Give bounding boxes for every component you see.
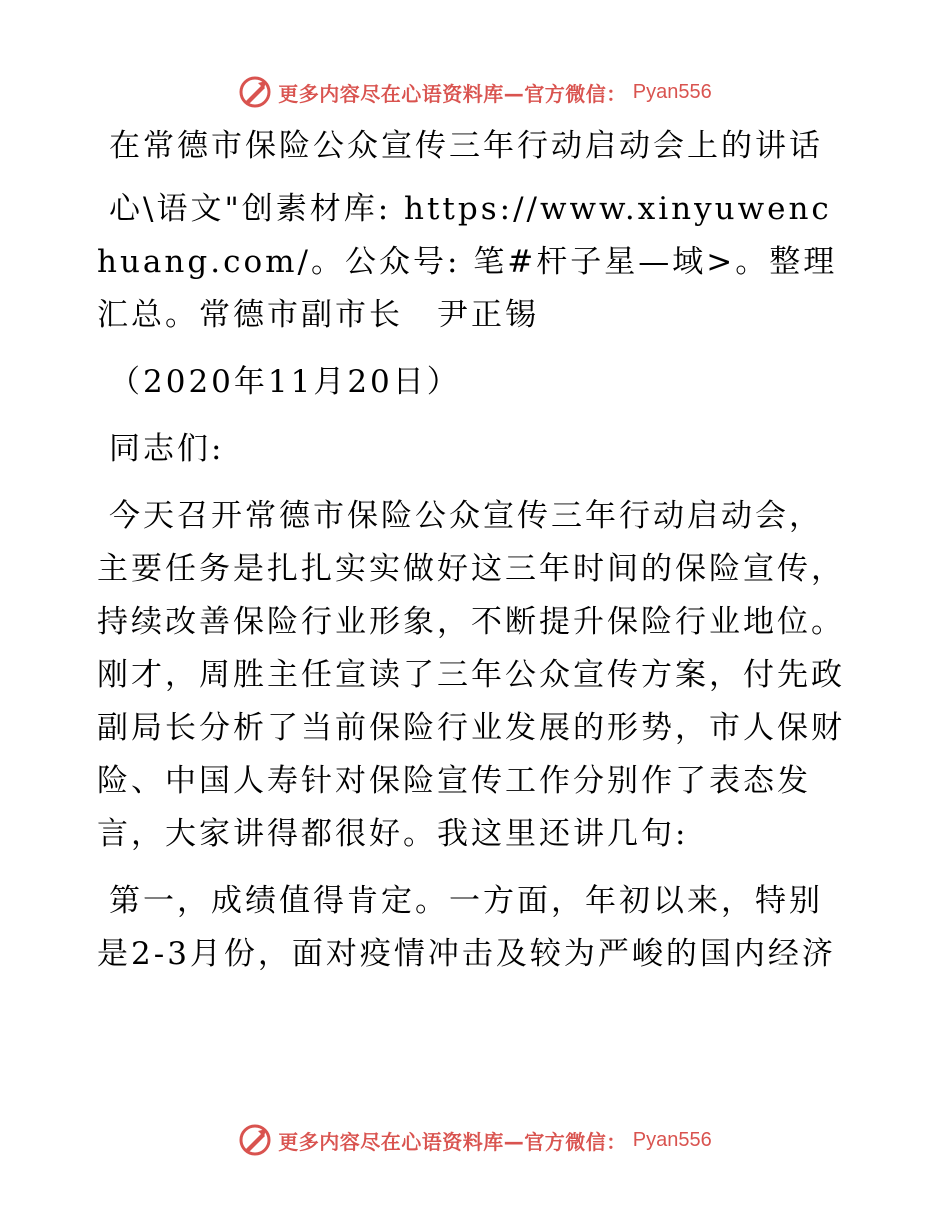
header-banner-text: 更多内容尽在心语资料库—官方微信： bbox=[278, 81, 627, 106]
page-footer-banner bbox=[0, 1120, 950, 1160]
footer-banner-text: 更多内容尽在心语资料库—官方微信： bbox=[278, 1129, 627, 1154]
source-line: 心\语文"创素材库: https://www.xinyuwenchuang.com/。公众号: 笔#杆子星—域>。整理汇总。常德市副市长 尹正锡 bbox=[97, 191, 838, 333]
paragraph-2: 第一，成绩值得肯定。一方面，年初以来，特别是2-3月份，面对疫情冲击及较为严峻的国内经济 bbox=[97, 883, 836, 972]
page-header-banner bbox=[0, 72, 950, 112]
footer-banner-contact: Pyan556 bbox=[632, 1128, 712, 1151]
quill-logo-icon bbox=[238, 1123, 272, 1157]
document-body bbox=[97, 120, 853, 981]
paragraph-1: 今天召开常德市保险公众宣传三年行动启动会，主要任务是扎扎实实做好这三年时间的保险宣传，持续改善保险行业形象，不断提升保险行业地位。刚才，周胜主任宣读了三年公众宣传方案，付先政副局长分析了当前保险行业发展的形势，市人保财险、中国人寿针对保险宣传工作分别作了表态发言，大家讲得都很好。我这里还讲几句: bbox=[97, 498, 845, 852]
greeting: 同志们: bbox=[109, 431, 225, 467]
document-title: 在常德市保险公众宣传三年行动启动会上的讲话 bbox=[109, 128, 823, 164]
speech-date: （2020年11月20日） bbox=[109, 364, 461, 400]
header-banner-contact: Pyan556 bbox=[632, 80, 712, 103]
quill-logo-icon bbox=[238, 75, 272, 109]
